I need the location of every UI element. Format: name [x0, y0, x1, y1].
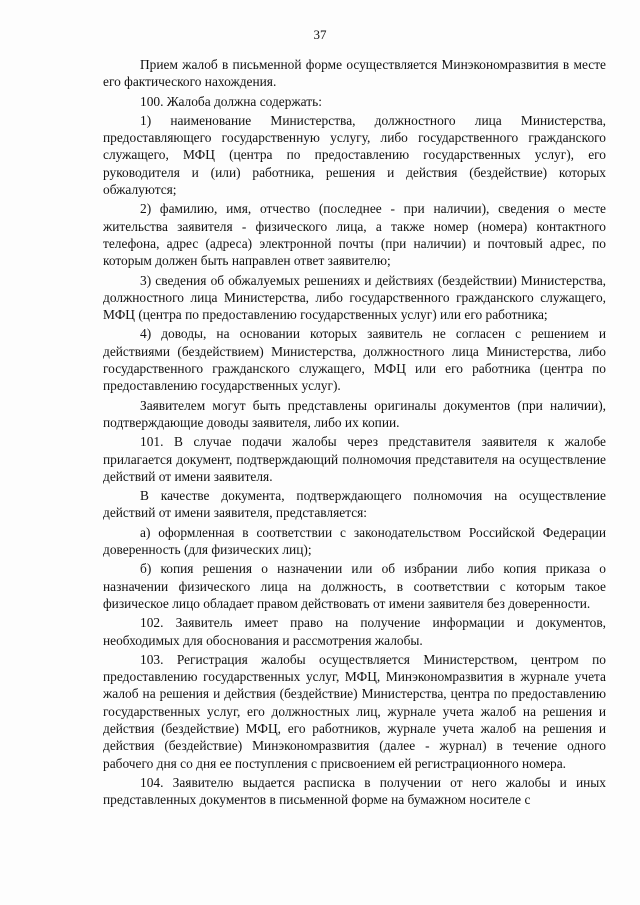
paragraph-104: 104. Заявителю выдается расписка в получении от него жалобы и иных представленных документов в письменной форме на бумажном носителе с	[103, 774, 606, 808]
paragraph-101-item-a: а) оформленная в соответствии с законодательством Российской Федерации доверенность (для физических лиц);	[103, 524, 606, 558]
paragraph-103: 103. Регистрация жалобы осуществляется Министерством, центром по предоставлению государственных услуг, МФЦ, Минэкономразвития в журнале учета жалоб на решения и действия (бездействие) Министерства, центра по предоставлению государственных услуг, его должностных лиц, журнале учета жалоб на решения и действия (бездействие) МФЦ, его работников, журнале учета жалоб на решения и действия (бездействие) Минэкономразвития (далее - журнал) в течение одного рабочего дня со дня ее поступления с присвоением ей регистрационного номера.	[103, 651, 606, 771]
paragraph-originals: Заявителем могут быть представлены оригиналы документов (при наличии), подтверждающие доводы заявителя, либо их копии.	[103, 397, 606, 430]
paragraph-100-item-4: 4) доводы, на основании которых заявитель не согласен с решением и действиями (бездействием) Министерства, должностного лица Министерства, либо государственного гражданского служащего, МФЦ или его работника (центра по предоставлению государственных услуг).	[103, 326, 606, 394]
paragraph-100-item-2: 2) фамилию, имя, отчество (последнее - при наличии), сведения о месте жительства заявителя - физического лица, а также номер (номера) контактного телефона, адрес (адреса) электронной почты (при наличии) и почтовый адрес, по которым должен быть направлен ответ заявителю;	[103, 201, 606, 269]
page-number: 37	[313, 27, 327, 42]
paragraph-100-item-3: 3) сведения об обжалуемых решениях и действиях (бездействии) Министерства, должностного лица Министерства, либо государственного гражданского служащего, МФЦ (центра по предоставлению государственных услуг) или его работника;	[103, 272, 606, 323]
page-body	[103, 56, 606, 810]
paragraph-100-heading: 100. Жалоба должна содержать:	[140, 93, 322, 109]
paragraph-complaint-reception: Прием жалоб в письменной форме осуществляется Минэкономразвития в месте его фактического нахождения.	[103, 57, 606, 90]
paragraph-101-item-b: б) копия решения о назначении или об избрании либо копия приказа о назначении физического лица на должность, в соответствии с которым такое физическое лицо обладает правом действовать от имени заявителя без доверенности.	[103, 561, 606, 611]
paragraph-100-item-1: 1) наименование Министерства, должностного лица Министерства, предоставляющего государственную услугу, либо государственного гражданского служащего, МФЦ (центра по предоставлению государственных услуг), его руководителя и (или) работника, решения и действия (бездействие) которых обжалуются;	[103, 112, 606, 198]
paragraph-102: 102. Заявитель имеет право на получение информации и документов, необходимых для обоснования и рассмотрения жалобы.	[103, 615, 606, 648]
paragraph-101: 101. В случае подачи жалобы через представителя заявителя к жалобе прилагается документ, подтверждающий полномочия представителя на осуществление действий от имени заявителя.	[103, 434, 606, 484]
paragraph-101-documents: В качестве документа, подтверждающего полномочия на осуществление действий от имени заявителя, представляется:	[103, 488, 606, 521]
